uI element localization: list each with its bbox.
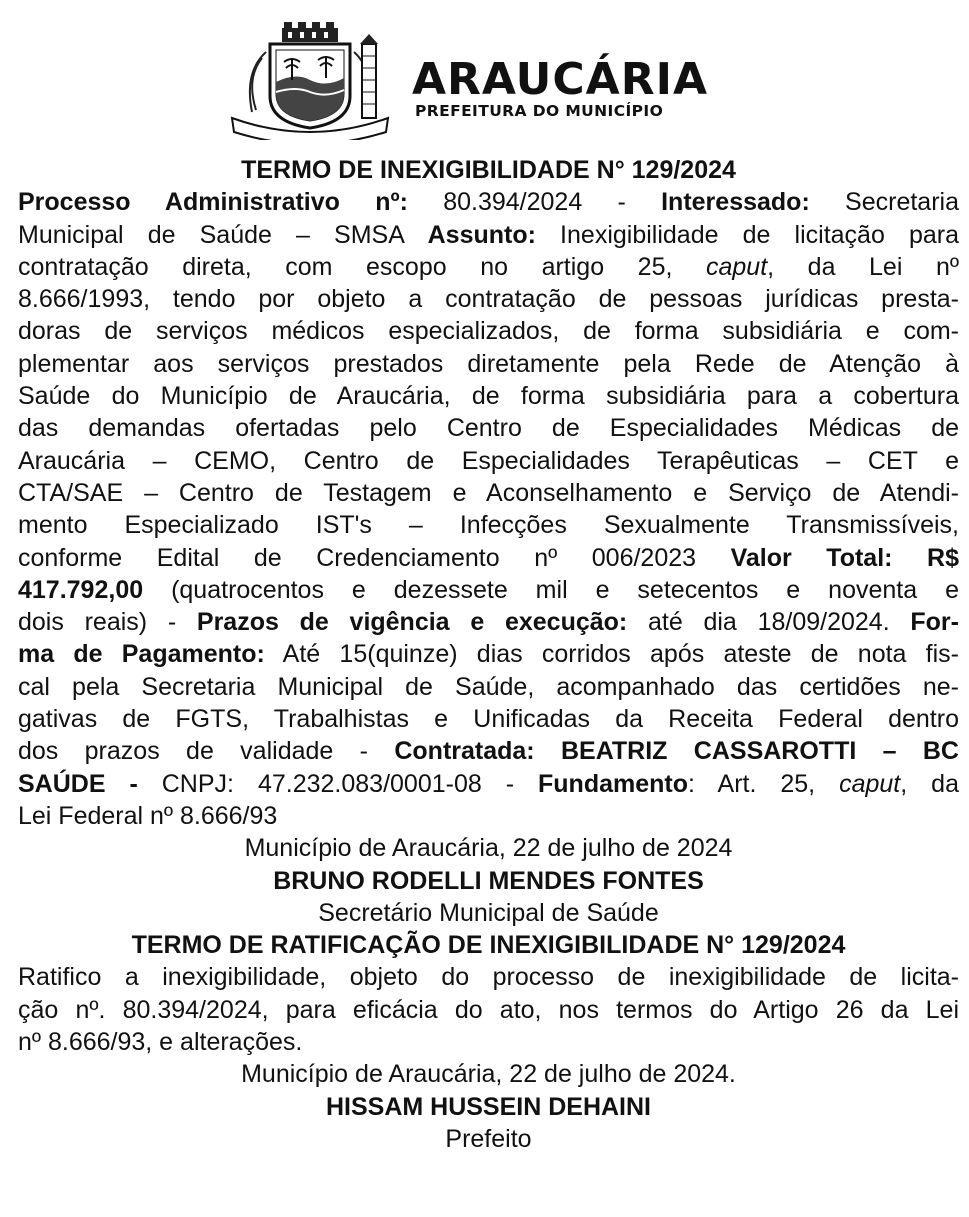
term1-line	[18, 380, 959, 412]
term1-line	[18, 768, 959, 800]
text-segment: CNPJ: 47.232.083/0001-08 -	[137, 769, 538, 798]
term1-line	[18, 509, 959, 541]
text-segment: 417.792,00	[18, 575, 144, 604]
text-segment: Assunto:	[427, 220, 536, 249]
text-segment: 80.394/2024 -	[407, 188, 662, 217]
term1-line	[18, 477, 959, 509]
text-segment: Secretaria	[809, 188, 959, 217]
term1-title: TERMO DE INEXIGIBILIDADE N° 129/2024	[241, 156, 736, 184]
term1-line	[18, 219, 959, 251]
term1-line	[18, 574, 959, 606]
term2-line: Ratifico a inexigibilidade, objeto do processo de inexigibilidade de licita-	[18, 963, 959, 992]
term2-paragraph	[18, 961, 959, 1058]
text-segment: contratação direta, com escopo no artigo 25,	[18, 252, 706, 281]
term1-line	[18, 671, 959, 703]
term2-place-date: Município de Araucária, 22 de julho de 2024.	[241, 1060, 736, 1089]
text-segment: Saúde do Município de Araucária, de forma subsidiária para a cobertura	[18, 382, 959, 411]
text-segment: mento Especializado IST's – Infecções Sexualmente Transmissíveis,	[18, 511, 959, 540]
brand-subtitle: PREFEITURA DO MUNICÍPIO	[415, 102, 664, 120]
text-segment: Valor Total: R$	[730, 543, 959, 572]
term1-line	[18, 800, 959, 832]
brand-name: ARAUCÁRIA	[412, 54, 709, 105]
text-segment: conforme Edital de Credenciamento nº 006/2023	[18, 543, 731, 572]
text-segment: Inexigibilidade de licitação para	[535, 220, 959, 249]
term2-line: ção nº. 80.394/2024, para eficácia do ato, nos termos do Artigo 26 da Lei	[18, 995, 959, 1024]
text-segment: : Art. 25,	[688, 769, 840, 798]
term1-line	[18, 283, 959, 315]
term1-line	[18, 606, 959, 638]
term1-line	[18, 638, 959, 670]
text-segment: ma de Pagamento:	[18, 640, 265, 669]
text-segment: 8.666/1993, tendo por objeto a contratação de pessoas jurídicas presta-	[18, 285, 959, 314]
document-body	[18, 154, 959, 1155]
text-segment: Processo Administrativo nº:	[18, 188, 408, 217]
brand	[412, 54, 709, 120]
text-segment: , da Lei nº	[767, 252, 959, 281]
term1-signer-role: Secretário Municipal de Saúde	[318, 898, 659, 927]
text-segment: Araucária – CEMO, Centro de Especialidades Terapêuticas – CET e	[18, 446, 959, 475]
term1-line	[18, 445, 959, 477]
text-segment: SAÚDE -	[18, 769, 138, 798]
term2-title: TERMO DE RATIFICAÇÃO DE INEXIGIBILIDADE N° 129/2024	[131, 931, 846, 960]
text-segment: Contratada: BEATRIZ CASSAROTTI – BC	[394, 737, 959, 766]
term1-line	[18, 315, 959, 347]
text-segment: (quatrocentos e dezessete mil e setecentos e noventa e	[143, 575, 959, 604]
text-segment: For-	[910, 608, 959, 637]
term1-line	[18, 735, 959, 767]
term1-line	[18, 542, 959, 574]
term2-signer-name: HISSAM HUSSEIN DEHAINI	[325, 1092, 652, 1121]
text-segment: Até 15(quinze) dias corridos após ateste de nota fis-	[264, 640, 960, 669]
term1-line	[18, 412, 959, 444]
text-segment: Lei Federal nº 8.666/93	[18, 801, 278, 830]
text-segment: , da	[900, 769, 959, 798]
term2-signer-role: Prefeito	[445, 1124, 532, 1153]
term1-paragraph	[18, 186, 959, 832]
term1-line	[18, 186, 959, 218]
term1-line	[18, 348, 959, 380]
text-segment: dos prazos de validade -	[18, 737, 395, 766]
term2-line: nº 8.666/93, e alterações.	[18, 1028, 303, 1057]
text-segment: cal pela Secretaria Municipal de Saúde, acompanhado das certidões ne-	[18, 672, 959, 701]
text-segment: Fundamento	[538, 769, 688, 798]
text-segment: CTA/SAE – Centro de Testagem e Aconselhamento e Serviço de Atendi-	[18, 478, 959, 507]
text-segment: Interessado:	[661, 188, 810, 217]
text-segment: das demandas ofertadas pelo Centro de Especialidades Médicas de	[18, 414, 959, 443]
text-segment: caput	[839, 769, 901, 798]
text-segment: gativas de FGTS, Trabalhistas e Unificadas da Receita Federal dentro	[18, 705, 959, 734]
term1-line	[18, 703, 959, 735]
text-segment: dois reais) -	[18, 608, 197, 637]
term1-place-date: Município de Araucária, 22 de julho de 2024	[244, 834, 733, 863]
text-segment: caput	[705, 252, 768, 281]
text-segment: Municipal de Saúde – SMSA	[18, 220, 428, 249]
text-segment: doras de serviços médicos especializados, de forma subsidiária e com-	[18, 317, 959, 346]
text-segment: até dia 18/09/2024.	[627, 608, 911, 637]
municipal-crest-icon	[226, 22, 394, 140]
header	[0, 22, 969, 140]
text-segment: plementar aos serviços prestados diretamente pela Rede de Atenção à	[18, 349, 959, 378]
term1-line	[18, 251, 959, 283]
term1-signer-name: BRUNO RODELLI MENDES FONTES	[273, 866, 704, 895]
text-segment: Prazos de vigência e execução:	[196, 608, 628, 637]
